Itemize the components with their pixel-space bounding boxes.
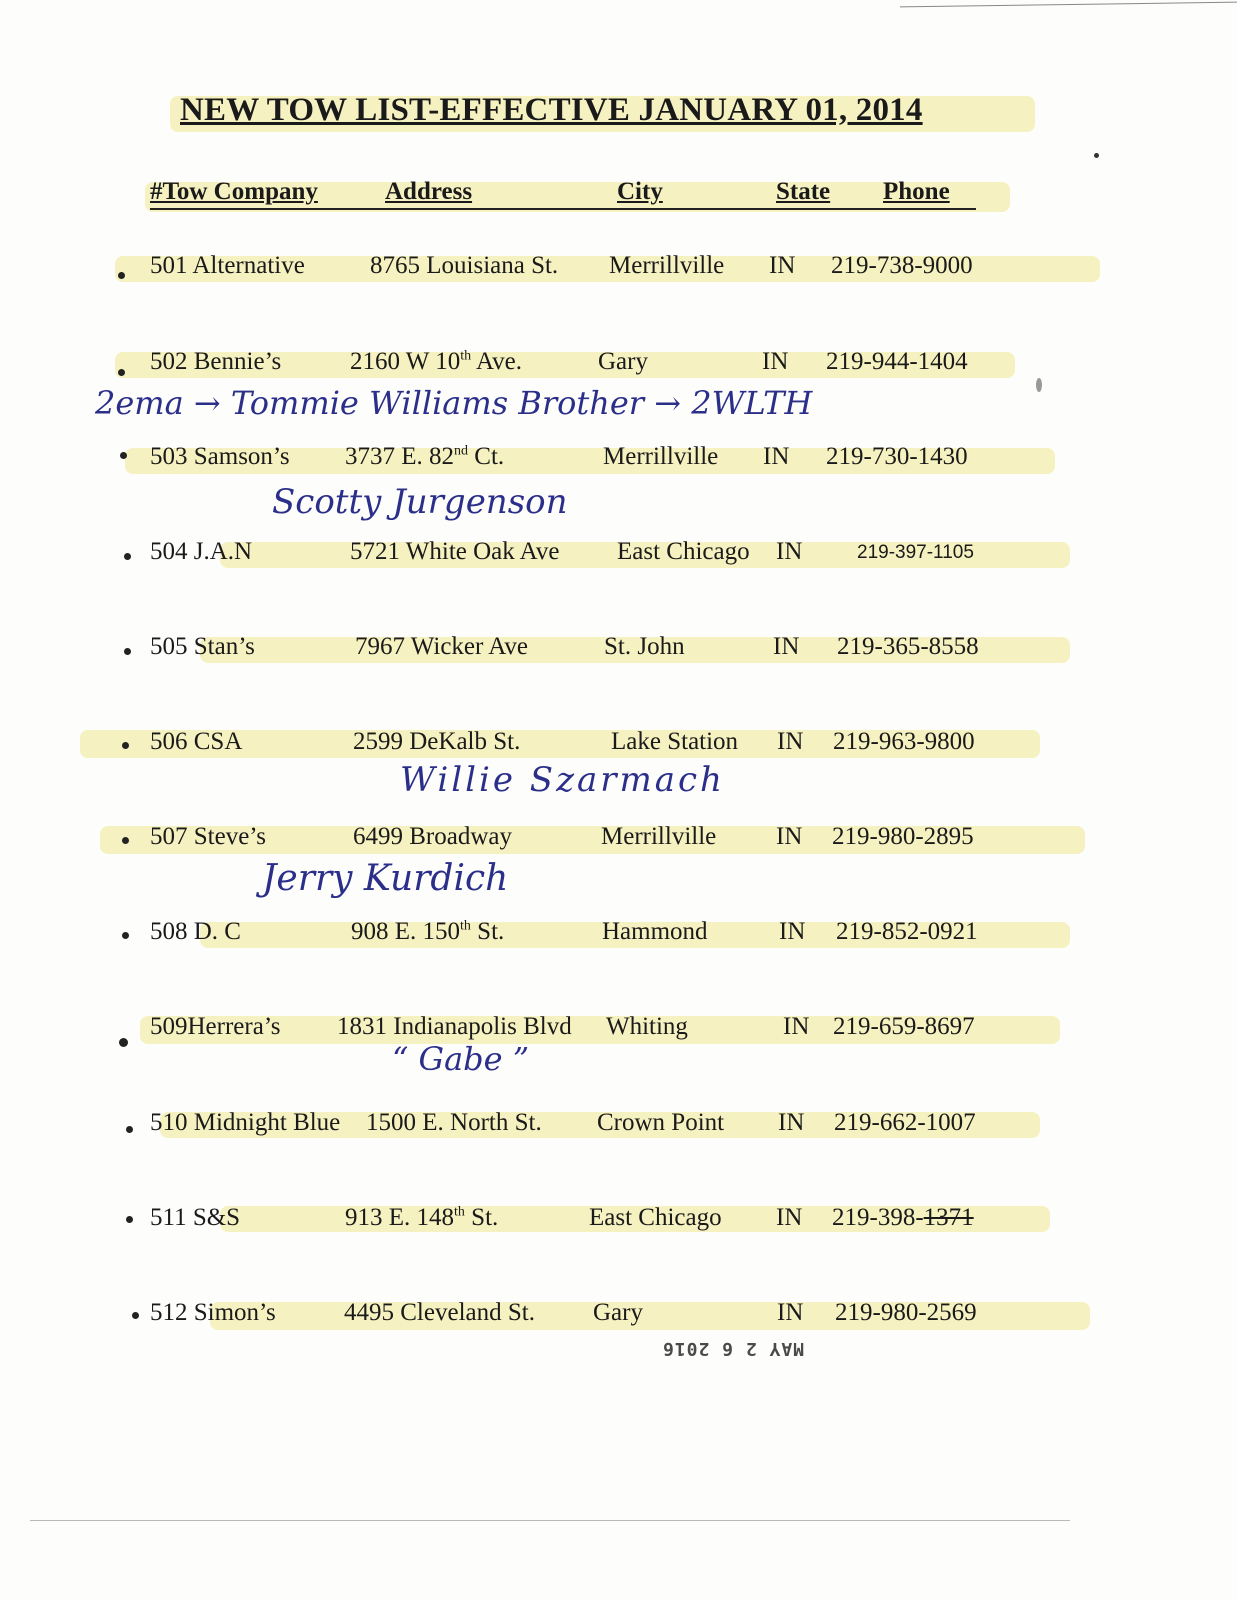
bullet-icon [118, 369, 125, 376]
phone-cell: 219-963-9800 [833, 728, 975, 755]
bullet-icon [118, 272, 125, 279]
state-cell: IN [762, 348, 789, 375]
city-cell: Whiting [606, 1013, 688, 1040]
company-cell: 507 Steve’s [150, 823, 266, 850]
company-cell: 504 J.A.N [150, 538, 253, 565]
address-cell: 1500 E. North St. [366, 1109, 542, 1136]
phone-cell: 219-659-8697 [833, 1013, 975, 1040]
scan-edge-top [900, 2, 1237, 8]
city-cell: Gary [593, 1299, 643, 1326]
phone-cell: 219-730-1430 [826, 443, 968, 470]
bullet-icon [119, 1038, 128, 1047]
address-cell: 6499 Broadway [353, 823, 512, 850]
bullet-icon [120, 452, 127, 459]
phone-cell: 219-365-8558 [837, 633, 979, 660]
bullet-icon [132, 1312, 139, 1319]
bullet-icon [122, 742, 129, 749]
state-cell: IN [777, 728, 804, 755]
address-cell: 1831 Indianapolis Blvd [337, 1013, 572, 1040]
date-stamp: MAY 2 6 2016 [662, 1338, 805, 1359]
city-cell: Merrillville [601, 823, 717, 850]
city-cell: Hammond [602, 918, 708, 945]
city-cell: St. John [604, 633, 685, 660]
address-cell: 3737 E. 82nd Ct. [345, 443, 505, 470]
phone-cell: 219-398-1371 [832, 1204, 974, 1231]
company-cell: 511 S&S [150, 1204, 241, 1231]
company-cell: 512 Simon’s [150, 1299, 276, 1326]
address-cell: 913 E. 148th St. [345, 1204, 499, 1231]
header-address: Address [385, 178, 473, 205]
address-cell: 4495 Cleveland St. [344, 1299, 535, 1326]
header-rule [150, 208, 976, 210]
bullet-icon [124, 553, 131, 560]
bullet-icon [124, 648, 131, 655]
company-cell: 510 Midnight Blue [150, 1109, 341, 1136]
handwritten-note-507: Jerry Kurdich [262, 858, 509, 899]
bullet-icon [122, 932, 129, 939]
page-title: NEW TOW LIST-EFFECTIVE JANUARY 01, 2014 [180, 92, 923, 128]
header-city: City [617, 178, 663, 205]
header-phone: Phone [883, 178, 950, 205]
state-cell: IN [783, 1013, 810, 1040]
state-cell: IN [773, 633, 800, 660]
bullet-icon [126, 1216, 133, 1223]
handwritten-note-506: Willie Szarmach [400, 760, 725, 800]
company-cell: 506 CSA [150, 728, 243, 755]
header-state: State [776, 178, 831, 205]
address-cell: 2599 DeKalb St. [353, 728, 521, 755]
city-cell: East Chicago [617, 538, 750, 565]
phone-cell: 219-738-9000 [831, 252, 973, 279]
city-cell: Gary [598, 348, 648, 375]
state-cell: IN [779, 918, 806, 945]
scan-speck [1094, 153, 1099, 158]
phone-cell: 219-944-1404 [826, 348, 968, 375]
company-cell: 501 Alternative [150, 252, 305, 279]
state-cell: IN [769, 252, 796, 279]
phone-cell: 219-980-2895 [832, 823, 974, 850]
city-cell: Lake Station [611, 728, 739, 755]
city-cell: Crown Point [597, 1109, 725, 1136]
phone-cell: 219-397-1105 [857, 542, 974, 563]
state-cell: IN [777, 1299, 804, 1326]
company-cell: 505 Stan’s [150, 633, 255, 660]
handwritten-note-509: “ Gabe ” [392, 1040, 530, 1078]
city-cell: East Chicago [589, 1204, 722, 1231]
address-cell: 2160 W 10th Ave. [350, 348, 523, 375]
scan-edge-bottom [30, 1520, 1070, 1521]
scan-speck [1036, 378, 1042, 392]
phone-cell: 219-852-0921 [836, 918, 978, 945]
bullet-icon [126, 1126, 133, 1133]
address-cell: 908 E. 150th St. [351, 918, 505, 945]
handwritten-note-502: 2ema → Tommie Williams Brother → 2WLTH [95, 384, 813, 422]
handwritten-note-503: Scotty Jurgenson [272, 482, 568, 522]
city-cell: Merrillville [603, 443, 719, 470]
company-cell: 503 Samson’s [150, 443, 290, 470]
phone-cell: 219-980-2569 [835, 1299, 977, 1326]
struck-phone-digits: 1371 [923, 1204, 974, 1231]
state-cell: IN [763, 443, 790, 470]
state-cell: IN [776, 1204, 803, 1231]
company-cell: 509Herrera’s [150, 1013, 281, 1040]
company-cell: 508 D. C [150, 918, 241, 945]
company-cell: 502 Bennie’s [150, 348, 282, 375]
address-cell: 5721 White Oak Ave [350, 538, 560, 565]
address-cell: 7967 Wicker Ave [355, 633, 529, 660]
bullet-icon [122, 837, 129, 844]
phone-cell: 219-662-1007 [834, 1109, 976, 1136]
city-cell: Merrillville [609, 252, 725, 279]
state-cell: IN [776, 538, 803, 565]
state-cell: IN [776, 823, 803, 850]
header-tow-company: #Tow Company [150, 178, 318, 205]
state-cell: IN [778, 1109, 805, 1136]
address-cell: 8765 Louisiana St. [370, 252, 559, 279]
